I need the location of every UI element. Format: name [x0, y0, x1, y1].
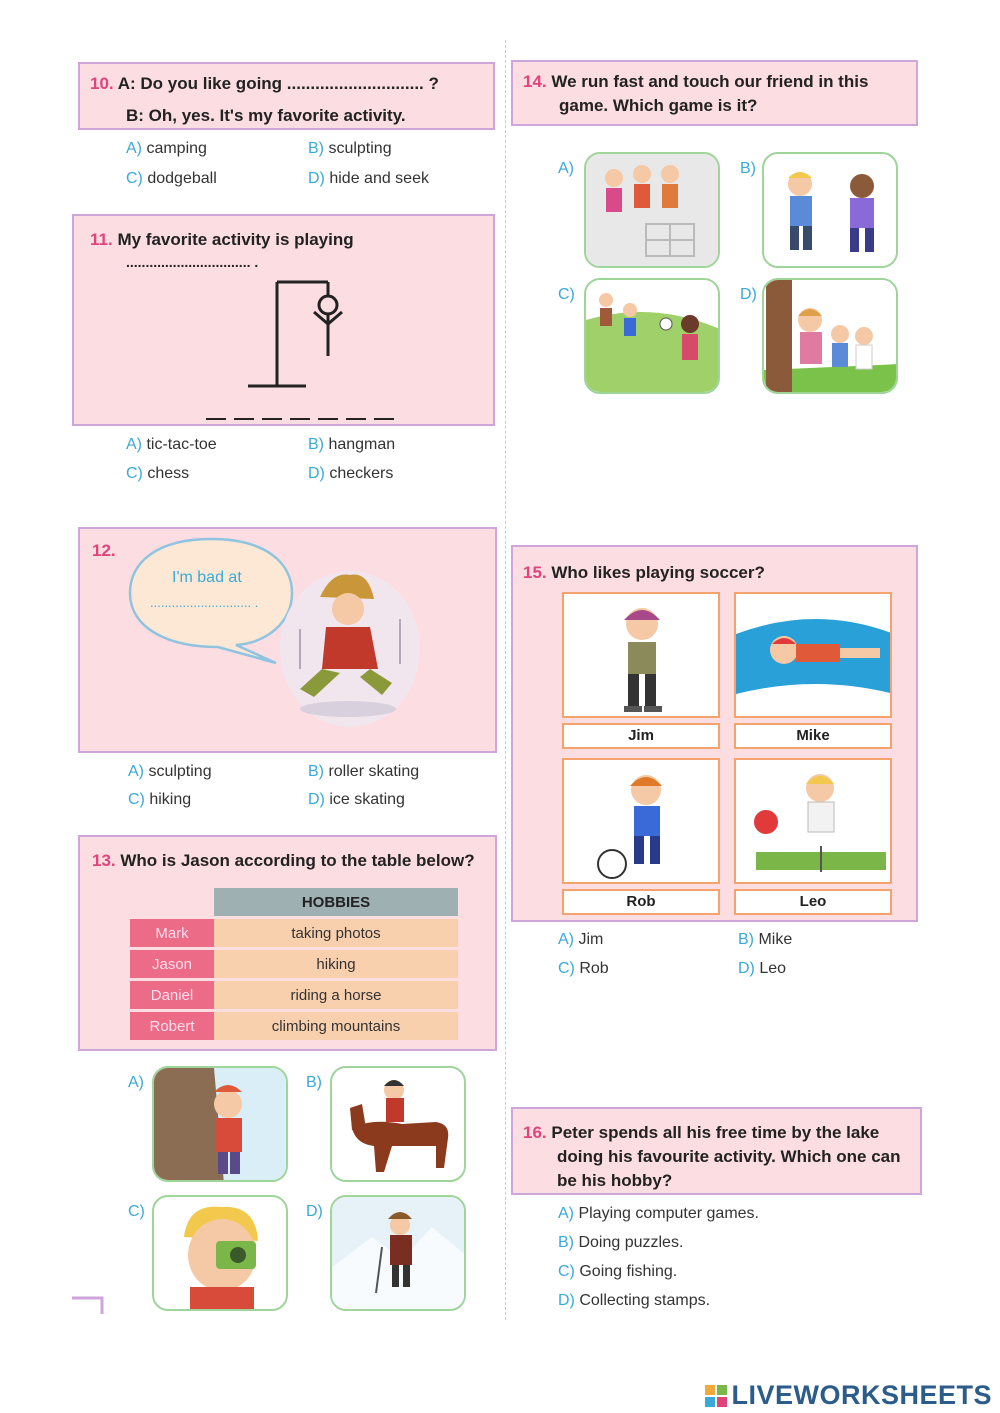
q10-number: 10.: [90, 74, 114, 93]
q12-option-d[interactable]: D) ice skating: [308, 791, 405, 808]
q10-line-a: A: Do you like going ............................. ?: [117, 74, 439, 93]
q11-blank: ................................ .: [126, 254, 259, 270]
q16-option-c[interactable]: C) Going fishing.: [558, 1263, 678, 1280]
q11-box: [72, 214, 495, 426]
q10-option-c[interactable]: C) dodgeball: [126, 170, 217, 187]
q11-option-b[interactable]: B) hangman: [308, 436, 396, 453]
q15-text: Who likes playing soccer?: [551, 563, 765, 582]
q13-option-a-climbing-image[interactable]: [152, 1066, 288, 1182]
ice-skating-girl-illustration: [270, 569, 420, 729]
q13-label-b: B): [306, 1074, 322, 1091]
hobbies-header: HOBBIES: [214, 888, 458, 916]
jim-roller-skating-image[interactable]: [562, 592, 720, 718]
q13-option-d-hiking-image[interactable]: [330, 1195, 466, 1311]
hobbies-table: [130, 885, 458, 1043]
rob-soccer-image[interactable]: [562, 758, 720, 884]
q15-option-d[interactable]: D) Leo: [738, 960, 787, 977]
q14-text-line1: We run fast and touch our friend in this: [551, 72, 869, 91]
q13-label-a: A): [128, 1074, 144, 1091]
table-row: Mark taking photos: [130, 919, 458, 947]
q11-option-a[interactable]: A) tic-tac-toe: [126, 436, 217, 453]
q14-label-d: D): [740, 286, 757, 303]
q15-option-b[interactable]: B) Mike: [738, 931, 793, 948]
q13-option-c-photo-image[interactable]: [152, 1195, 288, 1311]
mike-name-label: Mike: [734, 723, 892, 749]
hangman-drawing: [244, 276, 344, 391]
leo-table-tennis-image[interactable]: [734, 758, 892, 884]
table-row: Jason hiking: [130, 950, 458, 978]
q14-option-c-dodgeball-image[interactable]: [584, 278, 720, 394]
q11-number: 11.: [90, 230, 113, 249]
q12-box: [78, 527, 497, 753]
q13-option-b-horse-riding-image[interactable]: [330, 1066, 466, 1182]
jim-name-label: Jim: [562, 723, 720, 749]
q16-option-d[interactable]: D) Collecting stamps.: [558, 1292, 711, 1309]
q14-label-c: C): [558, 286, 575, 303]
q10-box: [78, 62, 495, 130]
q15-number: 15.: [523, 563, 547, 582]
bubble-text: I'm bad at: [172, 569, 242, 586]
q14-text-line2: game. Which game is it?: [559, 96, 758, 115]
q16-option-b[interactable]: B) Doing puzzles.: [558, 1234, 684, 1251]
q16-number: 16.: [523, 1123, 547, 1142]
mike-swimming-image[interactable]: [734, 592, 892, 718]
bubble-blank: ............................ .: [150, 595, 259, 610]
logo-grid-icon: [705, 1385, 727, 1407]
liveworksheets-logo: [705, 1380, 992, 1411]
q16-text-line1: Peter spends all his free time by the lake: [551, 1123, 880, 1142]
table-row: Daniel riding a horse: [130, 981, 458, 1009]
q11-text: My favorite activity is playing: [117, 230, 354, 249]
q16-box: [511, 1107, 922, 1195]
q10-option-d[interactable]: D) hide and seek: [308, 170, 429, 187]
leo-name-label: Leo: [734, 889, 892, 915]
q13-label-d: D): [306, 1203, 323, 1220]
rob-name-label: Rob: [562, 889, 720, 915]
q13-box: [78, 835, 497, 1051]
q12-option-b[interactable]: B) roller skating: [308, 763, 420, 780]
q14-option-b-tag-image[interactable]: [762, 152, 898, 268]
q14-box: [511, 60, 918, 126]
q13-label-c: C): [128, 1203, 145, 1220]
q16-option-a[interactable]: A) Playing computer games.: [558, 1205, 759, 1222]
q13-text: Who is Jason according to the table below?: [120, 851, 475, 870]
q14-label-b: B): [740, 160, 756, 177]
q13-number: 13.: [92, 851, 116, 870]
q12-option-c[interactable]: C) hiking: [128, 791, 192, 808]
brand-name: LIVEWORKSHEETS: [731, 1380, 992, 1410]
column-divider: [505, 40, 506, 1320]
q12-option-a[interactable]: A) sculpting: [128, 763, 212, 780]
q14-label-a: A): [558, 160, 574, 177]
corner-mark: [70, 1292, 106, 1316]
q10-option-a[interactable]: A) camping: [126, 140, 207, 157]
q10-line-b: B: Oh, yes. It's my favorite activity.: [126, 106, 406, 125]
q14-option-a-hopscotch-image[interactable]: [584, 152, 720, 268]
table-row: Robert climbing mountains: [130, 1012, 458, 1040]
q14-option-d-hide-and-seek-image[interactable]: [762, 278, 898, 394]
q10-option-b[interactable]: B) sculpting: [308, 140, 392, 157]
q11-option-c[interactable]: C) chess: [126, 465, 190, 482]
q15-option-a[interactable]: A) Jim: [558, 931, 604, 948]
q15-option-c[interactable]: C) Rob: [558, 960, 609, 977]
q16-text-line2: doing his favourite activity. Which one can: [557, 1147, 901, 1166]
q14-number: 14.: [523, 72, 547, 91]
q16-text-line3: be his hobby?: [557, 1171, 673, 1190]
hangman-letter-blanks: [204, 416, 404, 422]
q12-number: 12.: [92, 541, 116, 560]
q11-option-d[interactable]: D) checkers: [308, 465, 394, 482]
